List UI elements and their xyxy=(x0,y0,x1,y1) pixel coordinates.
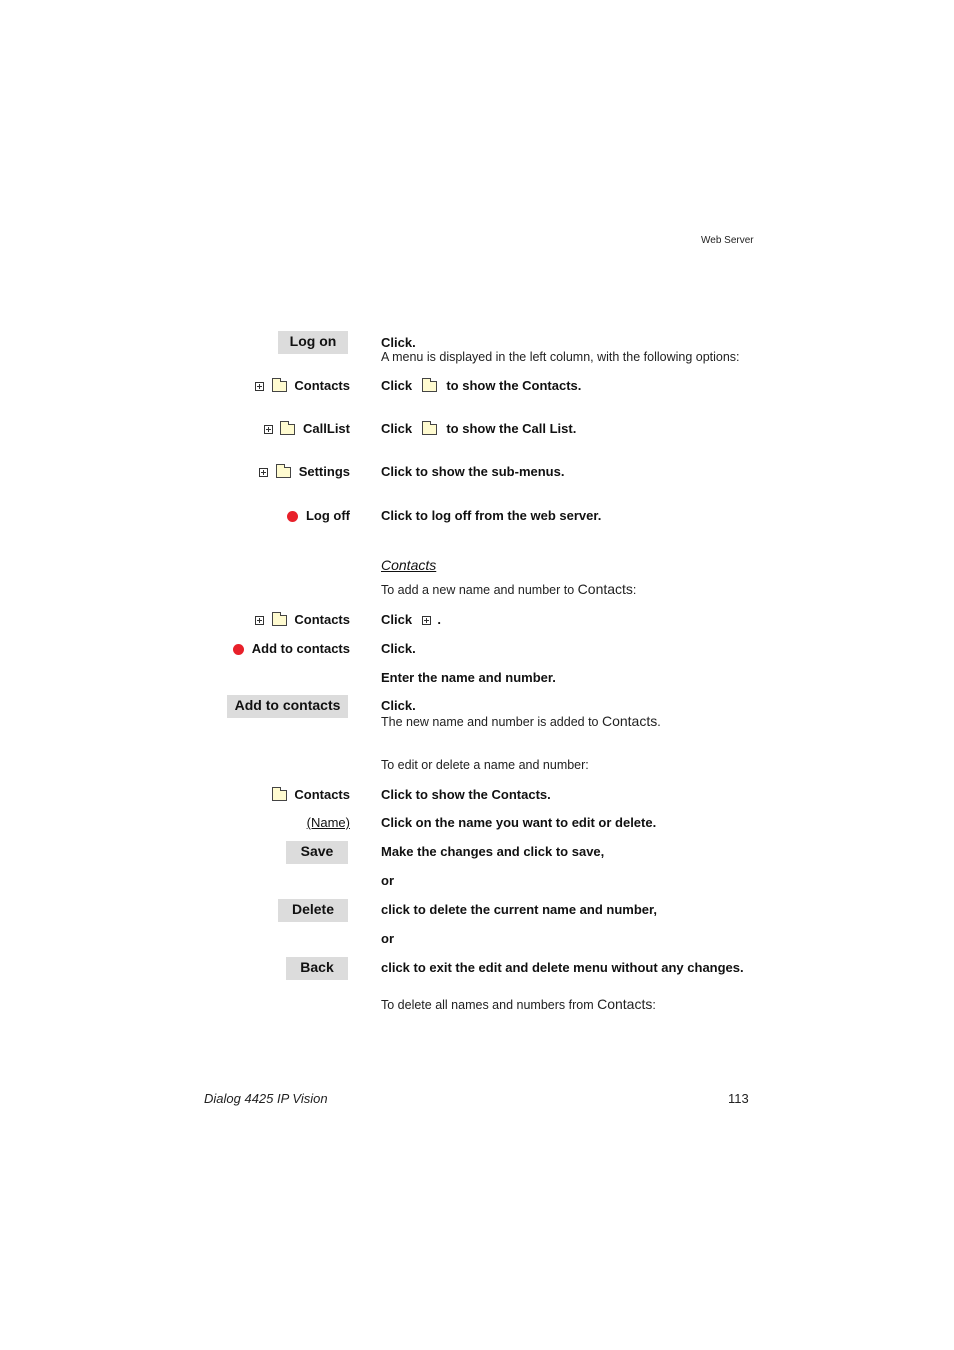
step-or: or xyxy=(381,931,394,946)
delete-button[interactable]: Delete xyxy=(278,899,348,922)
menu-displayed-text: A menu is displayed in the left column, with the following options: xyxy=(381,350,740,364)
menu-item-label: Contacts xyxy=(294,612,350,627)
step-show-submenus: Click to show the sub-menus. xyxy=(381,464,565,479)
menu-item-contacts-2[interactable] xyxy=(255,612,350,627)
folder-icon[interactable] xyxy=(276,467,291,478)
step-show-contacts xyxy=(381,378,581,393)
menu-item-label: Add to contacts xyxy=(251,641,350,656)
menu-item-log-off[interactable] xyxy=(287,508,350,523)
menu-item-label: Contacts xyxy=(294,378,350,393)
click-word: Click xyxy=(381,421,413,436)
delete-all-intro xyxy=(381,996,656,1012)
menu-item-calllist[interactable] xyxy=(264,421,350,436)
expand-plus-icon[interactable] xyxy=(255,616,264,625)
punctuation: : xyxy=(632,583,637,597)
step-enter-name: Enter the name and number. xyxy=(381,670,556,685)
folder-icon xyxy=(422,424,437,435)
menu-item-label: Log off xyxy=(305,508,350,523)
edit-intro: To edit or delete a name and number: xyxy=(381,758,589,772)
step-make-changes: Make the changes and click to save, xyxy=(381,844,605,859)
folder-icon xyxy=(422,381,437,392)
delete-all-text: To delete all names and numbers from xyxy=(381,998,594,1012)
step-click: Click. xyxy=(381,698,416,713)
add-intro-text: To add a new name and number to xyxy=(381,583,575,597)
folder-icon[interactable] xyxy=(272,615,287,626)
menu-item-label: Contacts xyxy=(294,787,350,802)
running-header: Web Server xyxy=(701,235,754,246)
menu-item-add-to-contacts[interactable] xyxy=(233,641,350,656)
contacts-term: Contacts xyxy=(597,996,653,1012)
menu-item-label: Settings xyxy=(298,464,350,479)
punctuation: . xyxy=(437,612,441,627)
red-dot-icon xyxy=(287,511,298,522)
punctuation: : xyxy=(652,998,656,1012)
menu-item-contacts[interactable] xyxy=(255,378,350,393)
added-text-pre: The new name and number is added to xyxy=(381,715,599,729)
step-click-on-name: Click on the name you want to edit or delete. xyxy=(381,815,657,830)
add-intro xyxy=(381,581,636,597)
step-click-plus xyxy=(381,612,441,627)
folder-icon[interactable] xyxy=(272,381,287,392)
step-log-off: Click to log off from the web server. xyxy=(381,508,602,523)
expand-plus-icon[interactable] xyxy=(259,468,268,477)
step-show-calllist xyxy=(381,421,576,436)
add-to-contacts-button[interactable]: Add to contacts xyxy=(227,695,348,718)
expand-plus-icon xyxy=(422,616,431,625)
page-number: 113 xyxy=(728,1091,749,1106)
log-on-button[interactable]: Log on xyxy=(278,331,348,354)
folder-icon[interactable] xyxy=(272,790,287,801)
punctuation: . xyxy=(657,715,661,729)
click-word: Click xyxy=(381,612,413,627)
step-text: to show the Call List. xyxy=(446,421,577,436)
expand-plus-icon[interactable] xyxy=(255,382,264,391)
click-word: Click xyxy=(381,378,413,393)
contacts-term: Contacts xyxy=(601,713,658,729)
name-link[interactable]: (Name) xyxy=(306,815,350,830)
section-title: Contacts xyxy=(381,557,437,573)
step-click-exit: click to exit the edit and delete menu without any changes. xyxy=(381,960,744,975)
menu-item-label: CallList xyxy=(303,421,350,436)
step-text: to show the Contacts. xyxy=(446,378,582,393)
menu-item-settings[interactable] xyxy=(259,464,350,479)
step-click: Click. xyxy=(381,641,416,656)
footer-product: Dialog 4425 IP Vision xyxy=(204,1091,328,1106)
red-dot-icon xyxy=(233,644,244,655)
step-or: or xyxy=(381,873,394,888)
expand-plus-icon[interactable] xyxy=(264,425,273,434)
save-button[interactable]: Save xyxy=(286,841,348,864)
step-show-contacts-2: Click to show the Contacts. xyxy=(381,787,551,802)
added-text xyxy=(381,713,661,729)
folder-icon[interactable] xyxy=(280,424,295,435)
step-click: Click. xyxy=(381,335,416,350)
step-click-delete: click to delete the current name and number, xyxy=(381,902,657,917)
menu-item-contacts-3[interactable] xyxy=(272,787,350,802)
back-button[interactable]: Back xyxy=(286,957,348,980)
contacts-term: Contacts xyxy=(577,581,633,597)
